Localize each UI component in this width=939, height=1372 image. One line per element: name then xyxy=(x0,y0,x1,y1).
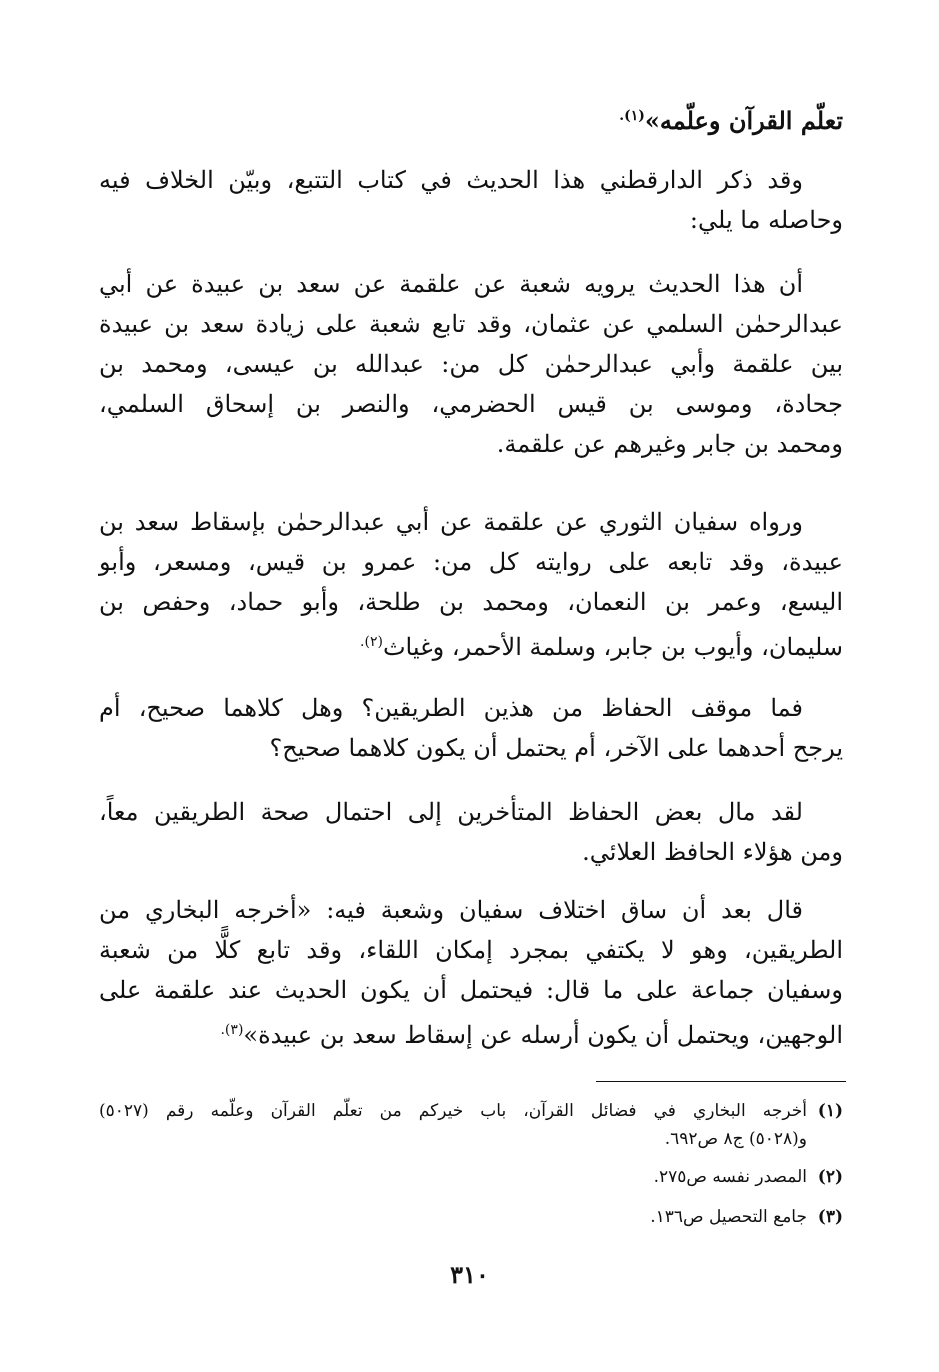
paragraph-2-line-4: جحادة، وموسى بن قيس الحضرمي، والنصر بن إسحاق السلمي، xyxy=(99,390,843,418)
footnote-separator xyxy=(596,1081,846,1082)
paragraph-6-line-4 xyxy=(99,1010,843,1050)
footnote-1-line-2: و(٥٠٢٨) ج٨ ص٦٩٢. xyxy=(664,1129,807,1149)
paragraph-6-line-2: الطريقين، وهو لا يكتفي بمجرد إمكان اللقاء، وقد تابع كلًّا من شعبة xyxy=(99,936,843,964)
paragraph-2-line-5: ومحمد بن جابر وغيرهم عن علقمة. xyxy=(496,430,843,458)
paragraph-3-line-1: ورواه سفيان الثوري عن علقمة عن أبي عبدالرحمٰن بإسقاط سعد بن xyxy=(99,508,803,536)
paragraph-4-line-1: فما موقف الحفاظ من هذين الطريقين؟ وهل كلاهما صحيح، أم xyxy=(99,694,803,722)
footnote-3-number: (٣) xyxy=(817,1207,843,1227)
footnote-2-number: (٢) xyxy=(817,1167,843,1187)
footnote-ref-3: (٣). xyxy=(220,1022,244,1038)
quote-ending-line xyxy=(99,96,843,141)
footnote-3-text: جامع التحصيل ص١٣٦. xyxy=(650,1207,807,1227)
paragraph-6-line-1: قال بعد أن ساق اختلاف سفيان وشعبة فيه: «أخرجه البخاري من xyxy=(99,896,803,924)
paragraph-6-line-3: وسفيان جماعة على ما قال: فيحتمل أن يكون الحديث عند علقمة على xyxy=(99,976,843,1004)
footnote-3 xyxy=(99,1203,843,1231)
paragraph-2-line-2: عبدالرحمٰن السلمي عن عثمان، وقد تابع شعبة على زيادة سعد بن عبيدة xyxy=(99,310,843,338)
paragraph-6-line-4-text: الوجهين، ويحتمل أن يكون أرسله عن إسقاط سعد بن عبيدة» xyxy=(243,1021,843,1049)
footnote-1-text: أخرجه البخاري في فضائل القرآن، باب خيركم من تعلّم القرآن وعلّمه رقم (٥٠٢٧) xyxy=(99,1101,807,1121)
footnote-2-text: المصدر نفسه ص٢٧٥. xyxy=(653,1167,807,1187)
quote-ending-text: تعلّم القرآن وعلّمه» xyxy=(644,106,843,135)
paragraph-1-line-1: وقد ذكر الدارقطني هذا الحديث في كتاب التتبع، وبيّن الخلاف فيه xyxy=(99,166,803,194)
footnote-1-number: (١) xyxy=(817,1101,843,1121)
page-number: ٣١٠ xyxy=(450,1260,489,1289)
paragraph-4-line-2: يرجح أحدهما على الآخر، أم يحتمل أن يكون كلاهما صحيح؟ xyxy=(269,734,843,762)
paragraph-3-line-4-text: سليمان، وأيوب بن جابر، وسلمة الأحمر، وغياث xyxy=(382,633,843,661)
paragraph-3-line-4 xyxy=(99,622,843,662)
footnote-ref-2: (٢). xyxy=(360,634,383,650)
paragraph-3-line-2: عبيدة، وقد تابعه على روايته كل من: عمرو بن قيس، ومسعر، وأبو xyxy=(99,548,843,576)
paragraph-2-line-1: أن هذا الحديث يرويه شعبة عن علقمة عن سعد بن عبيدة عن أبي xyxy=(99,270,803,298)
footnote-2 xyxy=(99,1163,843,1191)
paragraph-1-line-2: وحاصله ما يلي: xyxy=(689,206,843,234)
footnote-ref-1: (١). xyxy=(619,108,645,124)
paragraph-2-line-3: بين علقمة وأبي عبدالرحمٰن كل من: عبدالله بن عيسى، ومحمد بن xyxy=(99,350,843,378)
paragraph-5-line-1: لقد مال بعض الحفاظ المتأخرين إلى احتمال صحة الطريقين معاً، xyxy=(99,798,803,826)
paragraph-3-line-3: اليسع، وعمر بن النعمان، ومحمد بن طلحة، وأبو حماد، وحفص بن xyxy=(99,588,843,616)
paragraph-5-line-2: ومن هؤلاء الحافظ العلائي. xyxy=(582,838,843,866)
footnote-1-line-1 xyxy=(99,1097,843,1125)
